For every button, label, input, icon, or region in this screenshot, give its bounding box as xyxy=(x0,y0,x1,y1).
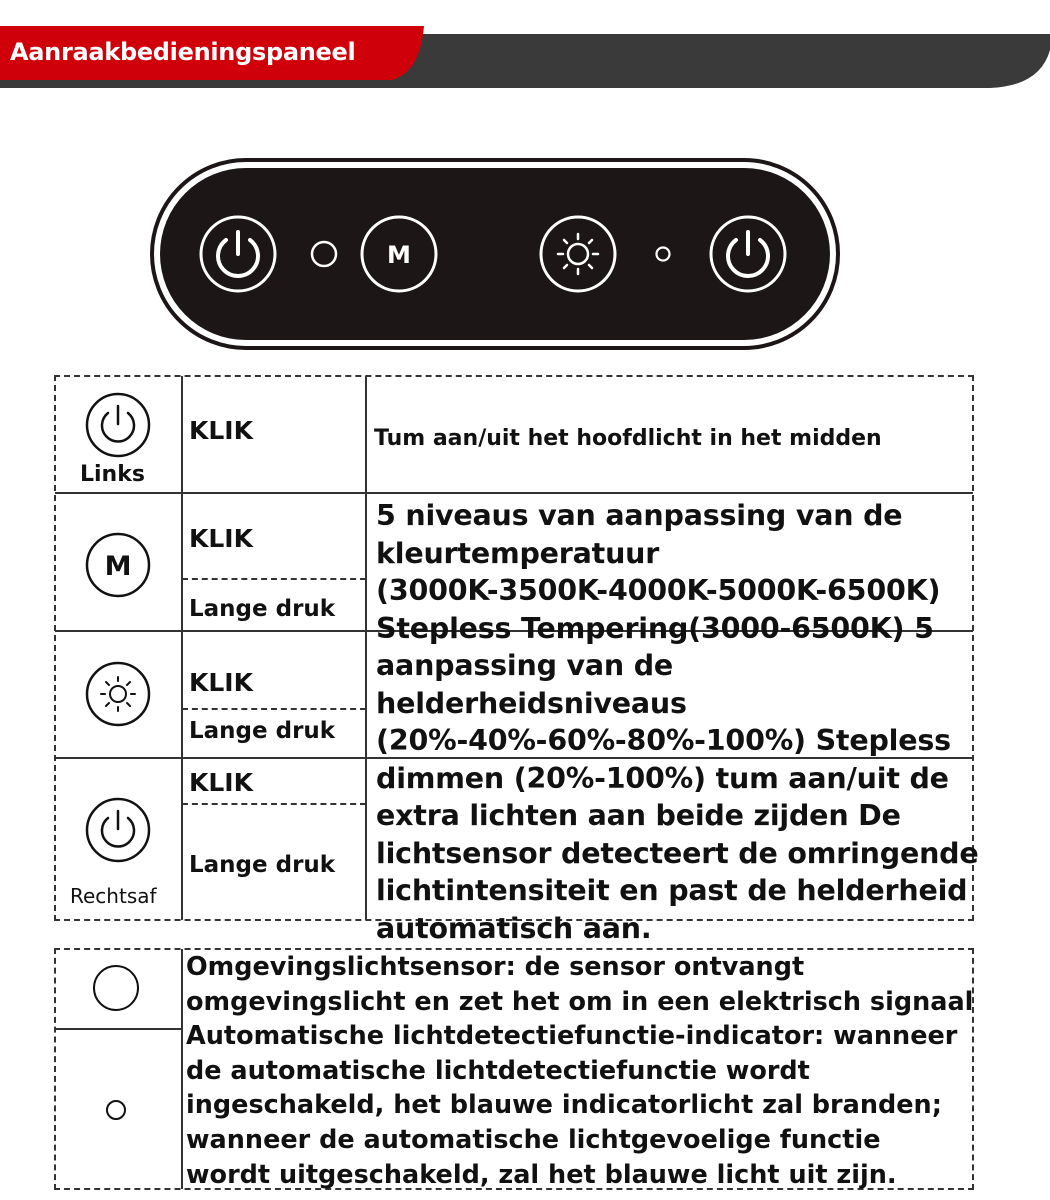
brightness-sun-icon xyxy=(84,660,152,728)
action-label: KLIK xyxy=(189,768,253,797)
subrow-divider xyxy=(182,803,366,805)
sensor-description-text xyxy=(186,950,986,1192)
description-line: extra lichten aan beide zijden De xyxy=(376,799,901,832)
action-label: Lange druk xyxy=(189,596,336,622)
action-label: KLIK xyxy=(189,416,253,445)
mode-button[interactable] xyxy=(362,217,436,291)
sensor-line: wordt uitgeschakeld, zal het blauwe licht uit zijn. xyxy=(186,1159,897,1190)
description-line: aanpassing van de xyxy=(376,649,674,682)
subrow-divider xyxy=(182,708,366,710)
sensor-line: wanneer de automatische lichtgevoelige functie xyxy=(186,1124,881,1155)
ambient-sensor-icon xyxy=(92,964,140,1012)
indicator-dot-icon xyxy=(104,1098,128,1122)
function-description-text xyxy=(376,497,986,947)
description-line: kleurtemperatuur xyxy=(376,536,660,570)
description-line: dimmen (20%-100%) tum aan/uit de xyxy=(376,761,949,795)
row-description: Tum aan/uit het hoofdlicht in het midden xyxy=(374,426,882,451)
description-line: Stepless Tempering(3000-6500K) 5 xyxy=(376,611,934,645)
mode-m-label: M xyxy=(387,241,411,269)
description-line: helderheidsniveaus xyxy=(376,686,687,720)
description-line: (3000K-3500K-4000K-5000K-6500K) xyxy=(376,574,941,607)
column-divider xyxy=(181,376,183,920)
page-title: Aanraakbedieningspaneel xyxy=(10,38,356,66)
description-line: lichtintensiteit en past de helderheid xyxy=(376,874,968,907)
description-line: lichtsensor detecteert de omringende xyxy=(376,836,979,870)
subrow-divider xyxy=(182,578,366,580)
header-banner xyxy=(0,0,1050,110)
right-power-button[interactable] xyxy=(711,217,785,291)
description-line: 5 niveaus van aanpassing van de xyxy=(376,499,903,532)
sensor-line: Automatische lichtdetectiefunctie-indicator: wanneer xyxy=(186,1021,958,1052)
mode-m-label: M xyxy=(104,551,132,582)
sensor-line: omgevingslicht en zet het om in een elektrisch signaal xyxy=(186,986,974,1017)
power-icon xyxy=(84,391,152,459)
description-line: automatisch aan. xyxy=(376,911,652,945)
brightness-button[interactable] xyxy=(541,217,615,291)
left-power-button[interactable] xyxy=(201,217,275,291)
action-label: Lange druk xyxy=(189,718,336,744)
action-label: Lange druk xyxy=(189,852,336,878)
action-label: KLIK xyxy=(189,524,253,553)
row-divider xyxy=(55,492,973,494)
sensor-line: de automatische lichtdetectiefunctie wordt xyxy=(186,1055,810,1086)
action-label: KLIK xyxy=(189,668,253,697)
column-divider xyxy=(181,949,183,1189)
power-icon xyxy=(84,796,152,864)
row-caption-left: Links xyxy=(80,462,145,487)
description-line: (20%-40%-60%-80%-100%) Stepless xyxy=(376,724,951,757)
touch-panel xyxy=(150,158,840,350)
column-divider xyxy=(365,376,367,920)
row-caption-right: Rechtsaf xyxy=(70,884,157,908)
mode-m-icon xyxy=(84,531,152,599)
row-divider xyxy=(55,1028,182,1030)
sensor-line: ingeschakeld, het blauwe indicatorlicht zal branden; xyxy=(186,1090,942,1121)
sensor-line: Omgevingslichtsensor: de sensor ontvangt xyxy=(186,952,805,982)
